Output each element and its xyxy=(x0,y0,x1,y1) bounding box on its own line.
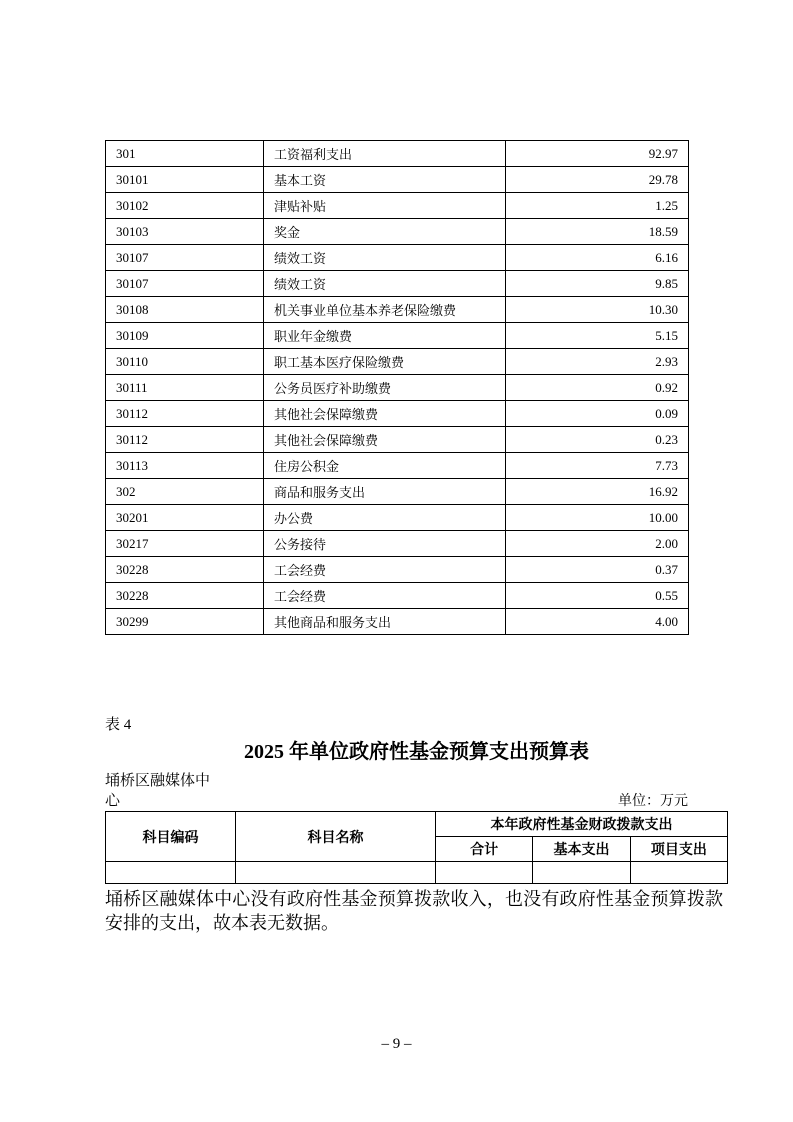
expense-value-cell: 0.09 xyxy=(506,401,689,427)
table-row xyxy=(106,375,689,401)
table-row xyxy=(106,323,689,349)
fund-budget-table xyxy=(105,811,728,884)
page-title: 2025 年单位政府性基金预算支出预算表 xyxy=(244,741,589,763)
expense-name-cell: 职业年金缴费 xyxy=(264,323,506,349)
expense-code-cell: 30217 xyxy=(106,531,264,557)
empty-cell xyxy=(106,862,236,884)
expense-value-cell: 6.16 xyxy=(506,245,689,271)
expense-code-cell: 302 xyxy=(106,479,264,505)
expense-value-cell: 0.37 xyxy=(506,557,689,583)
expense-code-cell: 30107 xyxy=(106,271,264,297)
expense-name-cell: 奖金 xyxy=(264,219,506,245)
empty-cell xyxy=(630,862,727,884)
expense-value-cell: 92.97 xyxy=(506,141,689,167)
expense-value-cell: 2.93 xyxy=(506,349,689,375)
table-row xyxy=(106,349,689,375)
expense-name-cell: 基本工资 xyxy=(264,167,506,193)
expense-name-cell: 其他社会保障缴费 xyxy=(264,401,506,427)
table-row xyxy=(106,479,689,505)
expense-code-cell: 30102 xyxy=(106,193,264,219)
table-subheader xyxy=(105,772,728,811)
expense-value-cell: 5.15 xyxy=(506,323,689,349)
empty-cell xyxy=(533,862,630,884)
expense-name-cell: 工会经费 xyxy=(264,583,506,609)
expense-value-cell: 0.23 xyxy=(506,427,689,453)
note-text: 埇桥区融媒体中心没有政府性基金预算拨款收入，也没有政府性基金预算拨款安排的支出，故本表无数据。 xyxy=(105,889,723,934)
expense-name-cell: 办公费 xyxy=(264,505,506,531)
table-row xyxy=(106,167,689,193)
header-total: 合计 xyxy=(436,837,533,862)
expense-name-cell: 住房公积金 xyxy=(264,453,506,479)
expense-value-cell: 29.78 xyxy=(506,167,689,193)
expense-name-cell: 津贴补贴 xyxy=(264,193,506,219)
table-row xyxy=(106,141,689,167)
table-row xyxy=(106,401,689,427)
expense-value-cell: 1.25 xyxy=(506,193,689,219)
table-row xyxy=(106,505,689,531)
table-row xyxy=(106,297,689,323)
expense-name-cell: 职工基本医疗保险缴费 xyxy=(264,349,506,375)
table-row xyxy=(106,219,689,245)
expense-value-cell: 4.00 xyxy=(506,609,689,635)
expense-code-cell: 30111 xyxy=(106,375,264,401)
expense-name-cell: 绩效工资 xyxy=(264,271,506,297)
expense-code-cell: 30299 xyxy=(106,609,264,635)
table-row xyxy=(106,531,689,557)
header-subject-code: 科目编码 xyxy=(106,812,236,862)
expense-code-cell: 30112 xyxy=(106,427,264,453)
expense-value-cell: 18.59 xyxy=(506,219,689,245)
expense-name-cell: 公务员医疗补助缴费 xyxy=(264,375,506,401)
expense-value-cell: 10.00 xyxy=(506,505,689,531)
expense-code-cell: 30110 xyxy=(106,349,264,375)
expense-name-cell: 绩效工资 xyxy=(264,245,506,271)
expense-value-cell: 2.00 xyxy=(506,531,689,557)
table-row xyxy=(106,193,689,219)
expense-code-cell: 30109 xyxy=(106,323,264,349)
page-number: – 9 – xyxy=(381,1036,412,1052)
table-row xyxy=(106,271,689,297)
expense-code-cell: 30103 xyxy=(106,219,264,245)
header-subject-name: 科目名称 xyxy=(236,812,436,862)
unit-name: 埇桥区融媒体中心 xyxy=(105,773,211,809)
expense-code-cell: 30107 xyxy=(106,245,264,271)
table-row xyxy=(106,557,689,583)
empty-cell xyxy=(236,862,436,884)
table-row xyxy=(106,609,689,635)
expense-name-cell: 其他社会保障缴费 xyxy=(264,427,506,453)
expense-name-cell: 工会经费 xyxy=(264,557,506,583)
expense-code-cell: 301 xyxy=(106,141,264,167)
fund-table-header-row xyxy=(106,812,728,837)
expense-name-cell: 商品和服务支出 xyxy=(264,479,506,505)
empty-cell xyxy=(436,862,533,884)
expense-value-cell: 7.73 xyxy=(506,453,689,479)
empty-data-row xyxy=(106,862,728,884)
expense-code-cell: 30228 xyxy=(106,557,264,583)
table-row xyxy=(106,245,689,271)
expense-value-cell: 10.30 xyxy=(506,297,689,323)
expense-code-cell: 30101 xyxy=(106,167,264,193)
expense-value-cell: 0.55 xyxy=(506,583,689,609)
header-basic-expense: 基本支出 xyxy=(533,837,630,862)
table-row xyxy=(106,583,689,609)
header-fund-group: 本年政府性基金财政拨款支出 xyxy=(436,812,728,837)
expense-code-cell: 30108 xyxy=(106,297,264,323)
expense-code-cell: 30228 xyxy=(106,583,264,609)
expense-code-cell: 30112 xyxy=(106,401,264,427)
table4-label: 表 4 xyxy=(105,717,132,733)
expense-name-cell: 工资福利支出 xyxy=(264,141,506,167)
unit-of-measure-label: 单位：万元 xyxy=(618,794,688,809)
expense-value-cell: 16.92 xyxy=(506,479,689,505)
expense-code-cell: 30201 xyxy=(106,505,264,531)
expense-value-cell: 0.92 xyxy=(506,375,689,401)
table-row xyxy=(106,453,689,479)
expense-detail-table xyxy=(105,140,689,635)
expense-value-cell: 9.85 xyxy=(506,271,689,297)
expense-name-cell: 公务接待 xyxy=(264,531,506,557)
expense-name-cell: 其他商品和服务支出 xyxy=(264,609,506,635)
table-row xyxy=(106,427,689,453)
header-project-expense: 项目支出 xyxy=(630,837,727,862)
expense-code-cell: 30113 xyxy=(106,453,264,479)
expense-name-cell: 机关事业单位基本养老保险缴费 xyxy=(264,297,506,323)
